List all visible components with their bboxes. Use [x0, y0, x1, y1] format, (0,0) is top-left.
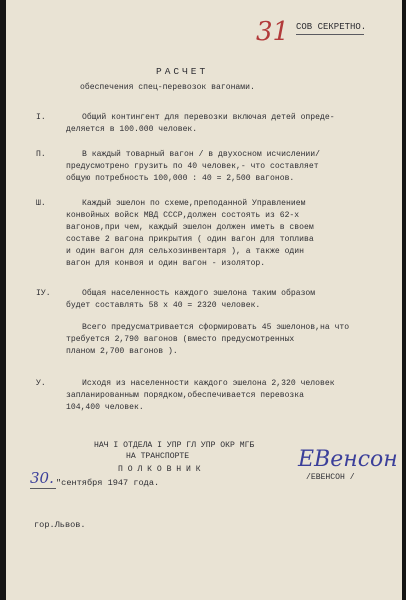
handwritten-signature: ЕВенсон: [298, 447, 398, 472]
section-line: В каждый товарный вагон / в двухосном исчислении/: [82, 150, 320, 159]
date-text: "сентября 1947 года.: [56, 478, 160, 488]
document-page: [6, 0, 402, 600]
date-underline: [30, 488, 56, 489]
section-numeral: Ш.: [36, 199, 46, 208]
signature-name: /ЕВЕНСОН /: [306, 473, 355, 482]
section-line: будет составлять 58 х 40 = 2320 человек.: [66, 301, 261, 310]
section-line: требуется 2,790 вагонов (вместо предусмотренных: [66, 335, 295, 344]
archive-number-handwritten: 31: [256, 17, 290, 47]
section-numeral: IУ.: [36, 289, 51, 298]
stamp-underline: [296, 34, 364, 35]
section-line: запланированным порядком,обеспечивается перевозка: [66, 391, 304, 400]
signature-position-line1: НАЧ I ОТДЕЛА I УПР ГЛ УПР ОКР МГБ: [94, 441, 255, 450]
section-line: вагонов,при чем, каждый эшелон должен иметь в своем: [66, 223, 314, 232]
section-numeral: П.: [36, 150, 46, 159]
section-line: предусмотрено грузить по 40 человек,- что составляет: [66, 162, 319, 171]
section-line: конвойных войск МВД СССР,должен состоять из 62-х: [66, 211, 300, 220]
city: гор.Львов.: [34, 520, 86, 530]
date-day-handwritten: 30.: [30, 469, 54, 487]
section-line: планом 2,700 вагонов ).: [66, 347, 178, 356]
section-line: вагон для конвоя и один вагон - изолятор.: [66, 259, 266, 268]
document-title: РАСЧЕТ: [156, 66, 209, 77]
signature-position-line2: НА ТРАНСПОРТЕ: [126, 452, 190, 461]
section-line: Исходя из населенности каждого эшелона 2,320 человек: [82, 379, 335, 388]
secrecy-stamp: СОВ СЕКРЕТНО.: [296, 22, 367, 32]
section-numeral: I.: [36, 113, 46, 122]
section-line: Общая населенность каждого эшелона таким образом: [82, 289, 316, 298]
section-line: составе 2 вагона прикрытия ( один вагон для топлива: [66, 235, 314, 244]
section-line: 104,400 человек.: [66, 403, 144, 412]
section-line: Каждый эшелон по схеме,преподанной Управлением: [82, 199, 306, 208]
section-line: и один вагон для сельхозинвентаря ), а также один: [66, 247, 304, 256]
section-numeral: У.: [36, 379, 46, 388]
signature-rank: П О Л К О В Н И К: [118, 465, 201, 474]
document-subtitle: обеспечения спец-перевозок вагонами.: [80, 83, 255, 92]
section-line: деляется в 100.000 человек.: [66, 125, 198, 134]
section-line: Общий контингент для перевозки включая детей опреде-: [82, 113, 335, 122]
section-line: общую потребность 100,000 : 40 = 2,500 вагонов.: [66, 174, 295, 183]
section-line: Всего предусматривается сформировать 45 эшелонов,на что: [82, 323, 350, 332]
